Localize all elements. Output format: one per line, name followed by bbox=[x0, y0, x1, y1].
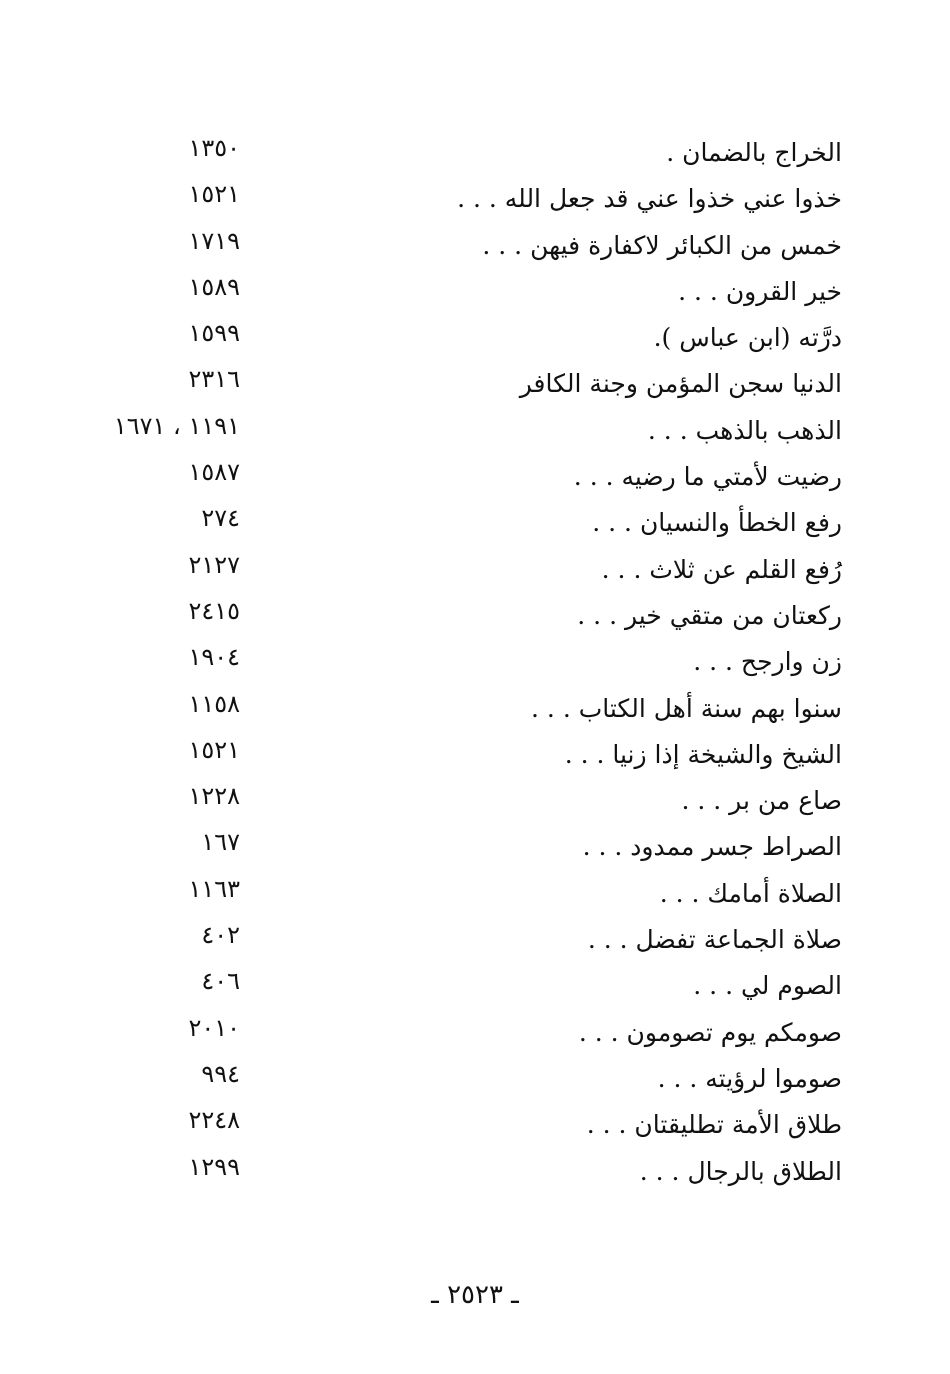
entry-reference-number: ٢١٢٧ bbox=[188, 550, 240, 579]
entry-reference-number: ٢٧٤ bbox=[201, 504, 240, 533]
entry-reference-number: ١٥٨٩ bbox=[188, 272, 240, 301]
entry-text: الشيخ والشيخة إذا زنيا . . . bbox=[564, 739, 842, 769]
entry-reference-number: ١٩٠٤ bbox=[188, 643, 240, 672]
entry-text: خذوا عني خذوا عني قد جعل الله . . . bbox=[457, 184, 842, 214]
entry-reference-number: ٢٤١٥ bbox=[188, 596, 240, 625]
index-entry bbox=[130, 919, 850, 965]
entry-text: الطلاق بالرجال . . . bbox=[639, 1156, 842, 1186]
index-entry bbox=[130, 734, 850, 780]
entry-text: الصلاة أمامك . . . bbox=[659, 878, 842, 908]
entry-reference-number: ٢٣١٦ bbox=[188, 365, 240, 394]
page-number: ـ ٢٥٢٣ ـ bbox=[431, 1280, 519, 1310]
entry-text: صوموا لرؤيته . . . bbox=[657, 1063, 842, 1093]
entry-text: رُفع القلم عن ثلاث . . . bbox=[601, 554, 842, 584]
entry-reference-number: ٢٠١٠ bbox=[188, 1013, 240, 1042]
entry-text: صومكم يوم تصومون . . . bbox=[578, 1017, 842, 1047]
entry-reference-number: ١١٦٣ bbox=[188, 874, 240, 903]
entry-text: صلاة الجماعة تفضل . . . bbox=[587, 925, 842, 955]
index-entry bbox=[130, 641, 850, 687]
hadith-index-list bbox=[113, 132, 850, 1197]
entry-reference-number: ١٧١٩ bbox=[188, 226, 240, 255]
entry-text: زن وارجح . . . bbox=[693, 647, 842, 677]
entry-reference-number: ١٥٢١ bbox=[188, 180, 240, 209]
entry-reference-number: ١٢٢٨ bbox=[188, 782, 240, 811]
entry-text: درَّته (ابن عباس ). bbox=[653, 323, 842, 353]
entry-reference-number: ١٥٨٧ bbox=[188, 458, 240, 487]
entry-text: الصراط جسر ممدود . . . bbox=[582, 832, 842, 862]
index-entry bbox=[130, 271, 850, 317]
entry-reference-number: ٢٢٤٨ bbox=[188, 1106, 240, 1135]
index-entry bbox=[130, 873, 850, 919]
entry-reference-number: ١٢٩٩ bbox=[188, 1152, 240, 1181]
index-entry bbox=[130, 1058, 850, 1104]
entry-text: الصوم لي . . . bbox=[693, 971, 842, 1001]
entry-reference-number: ١٥٢١ bbox=[188, 735, 240, 764]
entry-text: رفع الخطأ والنسيان . . . bbox=[592, 508, 842, 538]
index-entry bbox=[130, 595, 850, 641]
index-entry bbox=[130, 225, 850, 271]
entry-reference-number: ١٣٥٠ bbox=[188, 134, 240, 162]
index-entry bbox=[130, 826, 850, 872]
entry-reference-number: ١٦٧ bbox=[201, 828, 240, 857]
entry-text: الدنيا سجن المؤمن وجنة الكافر bbox=[519, 369, 842, 399]
entry-text: ركعتان من متقي خير . . . bbox=[577, 600, 842, 630]
index-entry bbox=[130, 1151, 850, 1197]
index-entry bbox=[130, 1012, 850, 1058]
index-entry bbox=[130, 549, 850, 595]
entry-reference-number: ٤٠٢ bbox=[201, 921, 240, 950]
entry-text: خمس من الكبائر لاكفارة فيهن . . . bbox=[482, 230, 842, 260]
index-entry bbox=[130, 456, 850, 502]
entry-reference-number: ١١٩١ ، ١٦٧١ bbox=[113, 411, 240, 440]
entry-text: الذهب بالذهب . . . bbox=[647, 415, 842, 445]
entry-text: الخراج بالضمان . bbox=[666, 138, 842, 167]
index-entry bbox=[130, 178, 850, 224]
entry-text: صاع من بر . . . bbox=[681, 786, 842, 816]
entry-reference-number: ٩٩٤ bbox=[201, 1059, 240, 1088]
index-entry bbox=[130, 965, 850, 1011]
index-entry bbox=[130, 1104, 850, 1150]
index-entry bbox=[130, 363, 850, 409]
entry-text: رضيت لأمتي ما رضيه . . . bbox=[573, 462, 842, 492]
index-entry bbox=[113, 410, 850, 456]
index-entry bbox=[130, 502, 850, 548]
index-entry bbox=[130, 780, 850, 826]
entry-reference-number: ١٥٩٩ bbox=[188, 319, 240, 348]
index-entry bbox=[130, 132, 850, 178]
entry-reference-number: ١١٥٨ bbox=[188, 689, 240, 718]
entry-text: طلاق الأمة تطليقتان . . . bbox=[586, 1110, 842, 1140]
index-entry bbox=[130, 688, 850, 734]
index-entry bbox=[130, 317, 850, 363]
entry-text: سنوا بهم سنة أهل الكتاب . . . bbox=[531, 693, 842, 723]
entry-reference-number: ٤٠٦ bbox=[201, 967, 240, 996]
entry-text: خير القرون . . . bbox=[678, 276, 842, 306]
